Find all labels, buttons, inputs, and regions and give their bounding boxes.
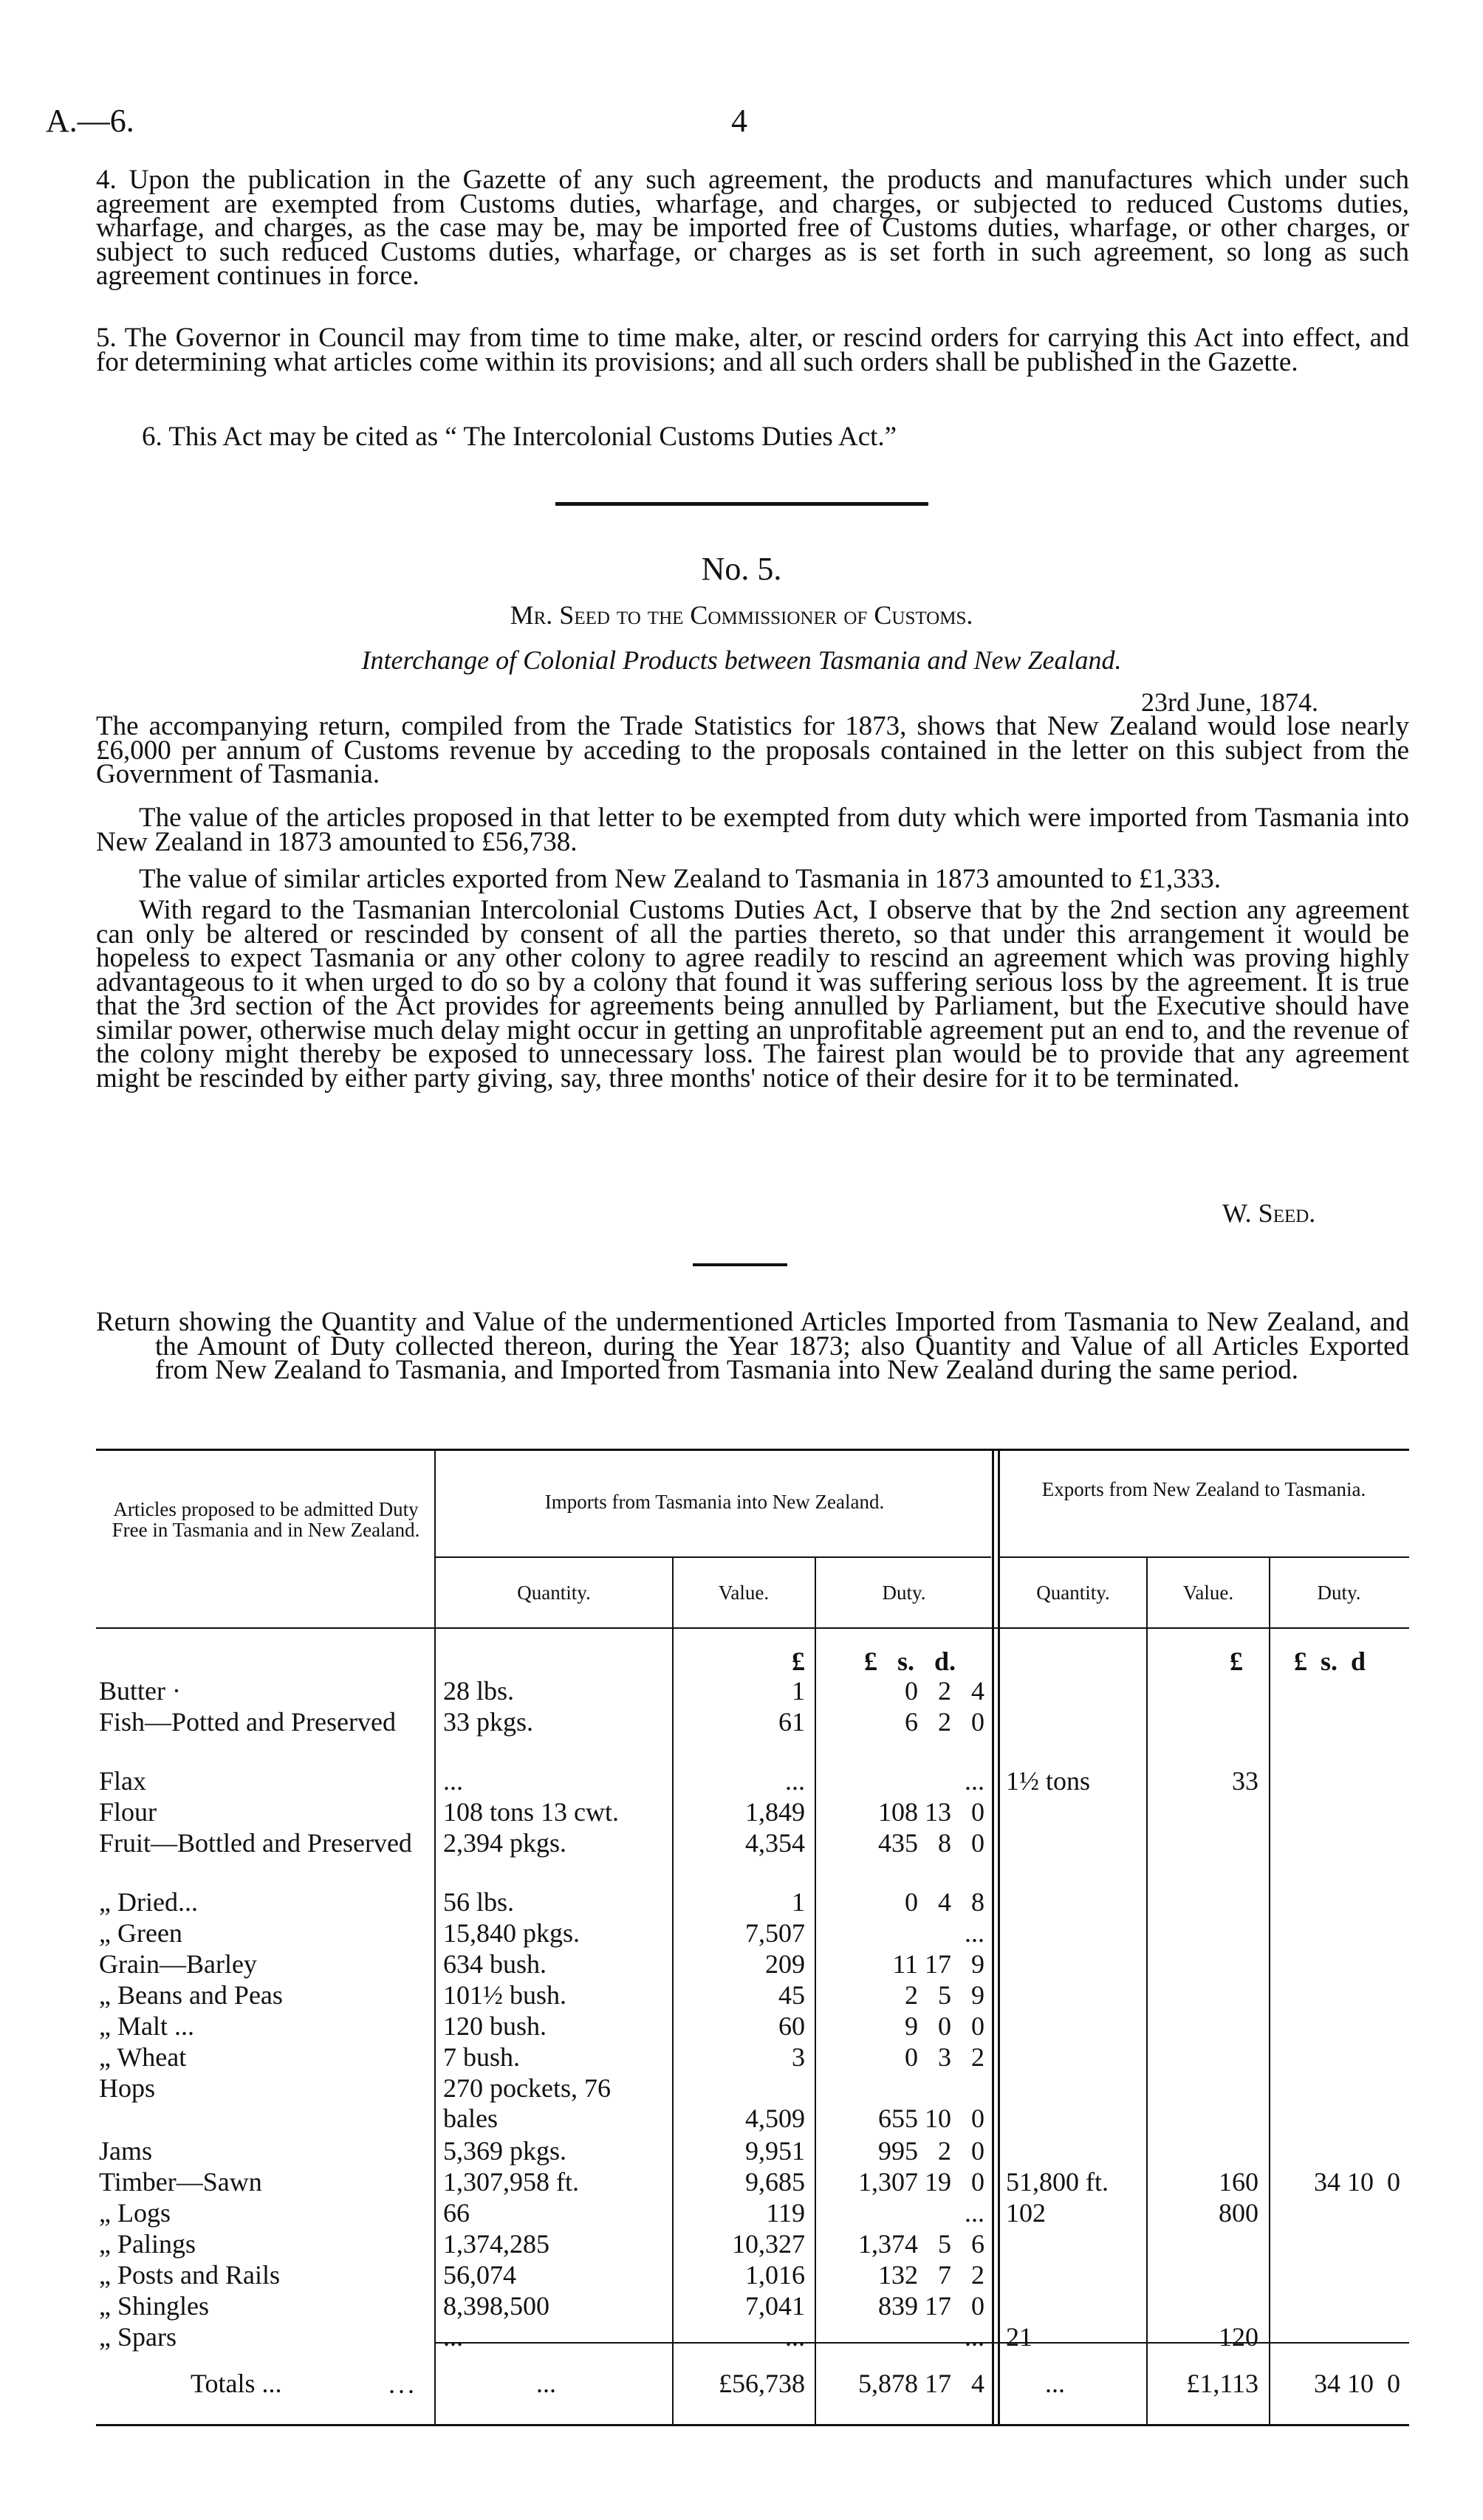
table-row-imp-value: 61: [778, 1707, 805, 1737]
table-row-exp-quantity: 51,800 ft.: [1006, 2167, 1109, 2197]
table-row-imp-value: 7,041: [745, 2291, 805, 2321]
table-row-exp-duty: 34 10 0: [1314, 2167, 1400, 2197]
table-row-article: „ Malt ...: [99, 2011, 194, 2041]
act-section-4: 4. Upon the publication in the Gazette of any such agreement, the products and manufactures which under such agreement are exempted from Customs duties, wharfage, and charges, or subjected to reduced Customs duties, wharfage, and charges, as the case may be, may be imported free of Customs duties, wharfage, or other charges, or subject to such reduced Customs duties, wharfage, or charges as is set forth in such agreement, so long as such agreement continues in force.: [96, 165, 1409, 291]
table-row-imp-value: 1: [792, 1676, 805, 1706]
totals-imp-quantity: ...: [536, 2369, 556, 2398]
table-row-imp-duty: 0 2 4: [905, 1676, 984, 1706]
totals-imp-duty: 5,878 17 4: [858, 2369, 984, 2398]
table-row-imp-value: 4,354: [745, 1828, 805, 1858]
col-divider: [992, 1450, 994, 2425]
table-row-exp-quantity: 1½ tons: [1006, 1766, 1091, 1796]
table-row-article: „ Palings: [99, 2229, 196, 2259]
table-row-imp-value: 1: [792, 1887, 805, 1917]
table-row-imp-duty: 9 0 0: [905, 2011, 984, 2041]
table-row-article: Grain—Barley: [99, 1949, 257, 1979]
col-header-articles: Articles proposed to be admitted Duty Free in Tasmania and in New Zealand.: [112, 1498, 420, 1541]
unit-pound: £: [1230, 1647, 1243, 1676]
totals-exp-quantity: ...: [1045, 2369, 1065, 2398]
letter-paragraph: The value of the articles proposed in that letter to be exempted from duty which were imported from Tasmania into New Zealand in 1873 amounted to £56,738.: [96, 803, 1409, 857]
table-row-imp-quantity: 15,840 pkgs.: [443, 1918, 580, 1948]
table-row-imp-quantity: 66: [443, 2198, 470, 2228]
table-row-article: Fruit—Bottled and Preserved: [99, 1828, 412, 1858]
table-row-article: „ Beans and Peas: [99, 1980, 283, 2010]
table-row-imp-duty: 995 2 0: [878, 2136, 984, 2166]
letter-paragraph: With regard to the Tasmanian Intercolonial Customs Duties Act, I observe that by the 2nd section any agreement can only be altered or rescinded by consent of all the parties thereto, so that under this arrangement it would be hopeless to expect Tasmania or any other colony to agree readily to rescind an agreement which was proving highly advantageous to it when urged to do so by a colony that found it was suffering serious loss by the agreement. It is true that the 3rd section of the Act provides for agreements being annulled by Parliament, but the Executive should have similar power, otherwise much delay might occur in getting an unprofitable agreement put an end to, and the revenue of the colony might thereby be exposed to unnecessary loss. The fairest plan would be to provide that any agreement might be rescinded by either party giving, say, three months' notice of their desire for it to be terminated.: [96, 895, 1409, 1094]
table-row-imp-duty: 1,374 5 6: [858, 2229, 984, 2259]
letter-date: 23rd June, 1874.: [1141, 687, 1318, 717]
table-header-rule: [96, 1627, 1409, 1629]
letter-paragraph: The value of similar articles exported from New Zealand to Tasmania in 1873 amounted to £1,333.: [139, 864, 1222, 894]
table-row-imp-value: 209: [765, 1949, 805, 1979]
table-row-imp-quantity: 1,374,285: [443, 2229, 549, 2259]
section-divider: [555, 502, 928, 506]
table-row-imp-quantity: 2,394 pkgs.: [443, 1828, 567, 1858]
table-row-article: Timber—Sawn: [99, 2167, 262, 2197]
table-row-imp-duty: 0 4 8: [905, 1887, 984, 1917]
table-row-imp-duty: 0 3 2: [905, 2042, 984, 2072]
table-row-imp-quantity: 5,369 pkgs.: [443, 2136, 567, 2166]
unit-lsd: £ s. d.: [864, 1647, 956, 1676]
col-header-exports: Exports from New Zealand to Tasmania.: [1041, 1478, 1366, 1500]
table-row-imp-duty: 6 2 0: [905, 1707, 984, 1737]
letter-number: No. 5.: [701, 551, 782, 587]
col-header-exp-value: Value.: [1182, 1582, 1234, 1604]
unit-pound: £: [792, 1647, 805, 1676]
table-row-imp-value: 119: [766, 2198, 805, 2228]
table-row-imp-quantity: ...: [443, 2322, 463, 2352]
table-row-article: „ Green: [99, 1918, 182, 1948]
col-divider: [434, 1450, 436, 2425]
unit-lsd: £ s. d: [1294, 1647, 1366, 1676]
table-row-article: Jams: [99, 2136, 152, 2166]
table-row-imp-duty: ...: [965, 1918, 984, 1948]
col-header-imp-value: Value.: [718, 1582, 770, 1604]
table-row-exp-value: 33: [1232, 1766, 1258, 1796]
table-row-imp-duty: ...: [965, 2322, 984, 2352]
leader-dots: ...: [388, 2369, 417, 2399]
letter-paragraph: The accompanying return, compiled from the Trade Statistics for 1873, shows that New Zealand would lose nearly £6,000 per annum of Customs revenue by acceding to the proposals contained in the letter on this subject from the Government of Tasmania.: [96, 711, 1409, 789]
table-row-article: „ Dried...: [99, 1887, 198, 1917]
totals-exp-duty: 34 10 0: [1314, 2369, 1400, 2398]
table-row-imp-quantity: 56 lbs.: [443, 1887, 515, 1917]
table-row-imp-quantity: 108 tons 13 cwt.: [443, 1797, 619, 1827]
return-title: Return showing the Quantity and Value of the undermentioned Articles Imported from Tasmania to New Zealand, and the Amount of Duty collected thereon, during the Year 1873; also Quantity and Value of all Articles Exported from New Zealand to Tasmania, and Imported from Tasmania into New Zealand during the same period.: [96, 1307, 1409, 1385]
col-header-imports: Imports from Tasmania into New Zealand.: [544, 1491, 885, 1513]
table-row-imp-value: 1,016: [745, 2260, 805, 2290]
act-section-5: 5. The Governor in Council may from time to time make, alter, or rescind orders for carrying this Act into effect, and for determining what articles come within its provisions; and all such orders shall be published in the Gazette.: [96, 323, 1409, 377]
table-row-imp-duty: 839 17 0: [878, 2291, 984, 2321]
table-row-article: „ Posts and Rails: [99, 2260, 281, 2290]
table-row-imp-duty: 2 5 9: [905, 1980, 984, 2010]
letter-signature: W. Seed.: [1222, 1198, 1316, 1228]
table-row-exp-value: 160: [1219, 2167, 1258, 2197]
table-row-exp-value: 120: [1219, 2322, 1258, 2352]
table-row-article: „ Spars: [99, 2322, 177, 2352]
table-row-imp-quantity: 7 bush.: [443, 2042, 521, 2072]
table-row-imp-duty: 435 8 0: [878, 1828, 984, 1858]
table-row-imp-value: 4,509: [745, 2104, 805, 2133]
table-row-imp-value: 9,685: [745, 2167, 805, 2197]
table-row-article: Hops: [99, 2073, 156, 2103]
table-row-imp-quantity: 1,307,958 ft.: [443, 2167, 579, 2197]
table-row-imp-duty: ...: [965, 2198, 984, 2228]
table-row-imp-value: 1,849: [745, 1797, 805, 1827]
table-row-imp-duty: 655 10 0: [878, 2104, 984, 2133]
table-row-imp-value: 60: [778, 2011, 805, 2041]
table-row-imp-quantity: 101½ bush.: [443, 1980, 567, 2010]
col-header-imp-quantity: Quantity.: [517, 1582, 591, 1604]
table-row-exp-quantity: 102: [1006, 2198, 1046, 2228]
table-row-imp-value: ...: [785, 2322, 805, 2352]
table-row-imp-quantity: 56,074: [443, 2260, 516, 2290]
table-row-imp-quantity: 33 pkgs.: [443, 1707, 534, 1737]
totals-exp-value: £1,113: [1186, 2369, 1258, 2398]
table-row-imp-quantity: 28 lbs.: [443, 1676, 515, 1706]
table-top-rule: [96, 1449, 1409, 1451]
table-row-imp-value: 45: [778, 1980, 805, 2010]
table-row-article: „ Wheat: [99, 2042, 187, 2072]
table-row-exp-value: 800: [1219, 2198, 1258, 2228]
page-number: 4: [731, 103, 747, 139]
table-row-imp-duty: 132 7 2: [878, 2260, 984, 2290]
totals-imp-value: £56,738: [719, 2369, 805, 2398]
table-row-article: „ Logs: [99, 2198, 171, 2228]
document-reference: A.—6.: [46, 103, 134, 139]
imports-subheader-rule: [436, 1556, 991, 1558]
table-row-imp-quantity: 120 bush.: [443, 2011, 547, 2041]
table-row-imp-quantity: 270 pockets, 76 bales: [443, 2073, 611, 2133]
col-divider: [1269, 1558, 1270, 2425]
table-row-imp-value: 9,951: [745, 2136, 805, 2166]
table-row-imp-duty: ...: [965, 1766, 984, 1796]
col-header-exp-quantity: Quantity.: [1036, 1582, 1110, 1604]
letter-from-to: Mr. Seed to the Commissioner of Customs.: [510, 600, 973, 630]
table-row-imp-duty: 1,307 19 0: [858, 2167, 984, 2197]
table-row-article: „ Shingles: [99, 2291, 209, 2321]
table-bottom-rule: [96, 2424, 1409, 2426]
table-row-article: Flax: [99, 1766, 147, 1796]
table-row-imp-quantity: 634 bush.: [443, 1949, 547, 1979]
table-row-imp-duty: 108 13 0: [878, 1797, 984, 1827]
table-row-article: Flour: [99, 1797, 157, 1827]
table-row-imp-quantity: 8,398,500: [443, 2291, 549, 2321]
table-row-imp-value: 10,327: [732, 2229, 805, 2259]
table-row-imp-quantity: ...: [443, 1766, 463, 1796]
table-row-imp-value: 7,507: [745, 1918, 805, 1948]
table-row-imp-value: 3: [792, 2042, 805, 2072]
table-row-exp-quantity: 21: [1006, 2322, 1032, 2352]
col-divider: [1146, 1558, 1148, 2425]
act-section-6: 6. This Act may be cited as “ The Intercolonial Customs Duties Act.”: [142, 422, 897, 452]
table-row-article: Butter ·: [99, 1676, 181, 1706]
table-row-article: Fish—Potted and Preserved: [99, 1707, 396, 1737]
table-row-imp-duty: 11 17 9: [892, 1949, 984, 1979]
exports-subheader-rule: [999, 1556, 1409, 1558]
col-header-exp-duty: Duty.: [1317, 1582, 1361, 1604]
col-header-imp-duty: Duty.: [882, 1582, 926, 1604]
section-divider: [693, 1263, 787, 1266]
letter-subject: Interchange of Colonial Products between Tasmania and New Zealand.: [361, 645, 1122, 675]
table-row-imp-value: ...: [785, 1766, 805, 1796]
totals-label: Totals ...: [191, 2369, 282, 2398]
